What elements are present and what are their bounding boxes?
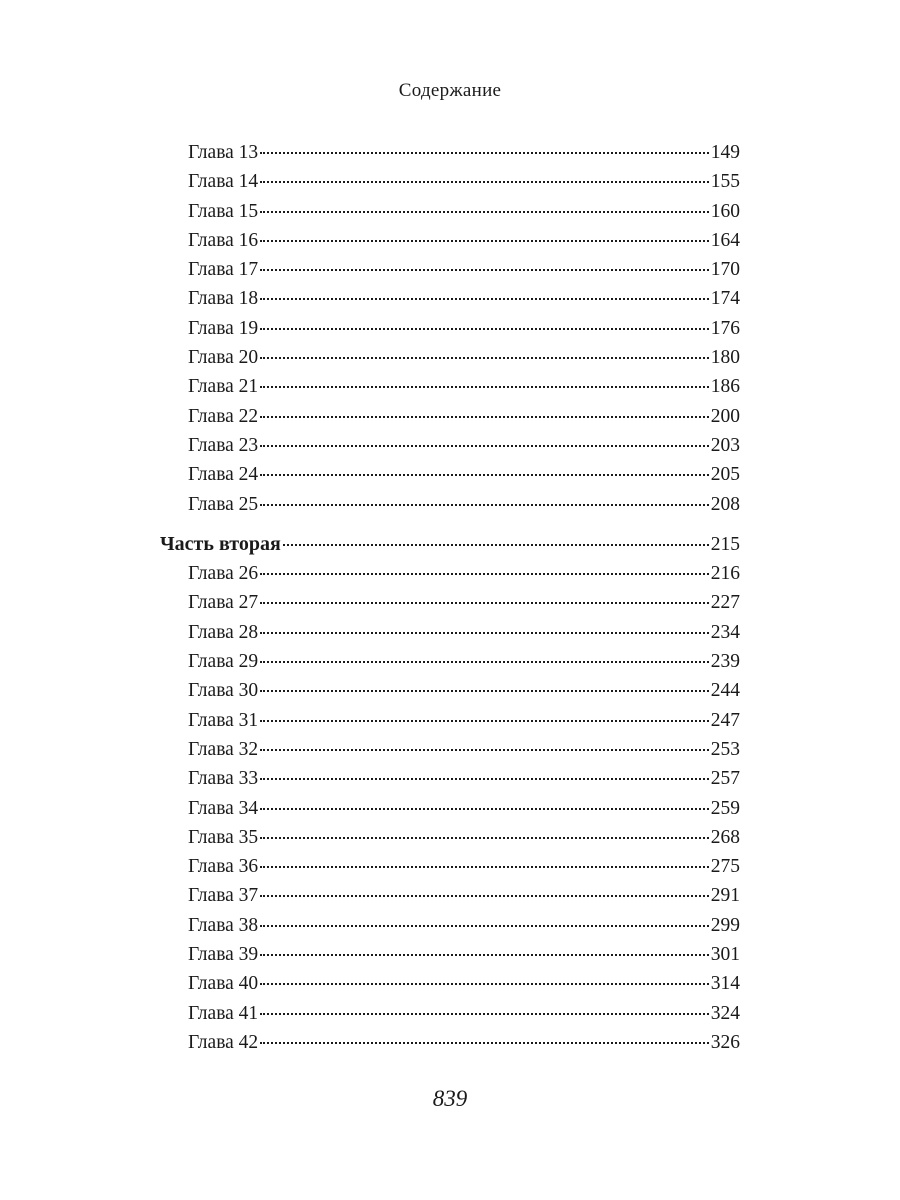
dot-leader	[260, 925, 709, 927]
toc-entry-label: Глава 17	[188, 259, 259, 281]
toc-entry-page-number: 155	[710, 171, 740, 193]
toc-entry-label: Глава 20	[188, 347, 259, 369]
toc-entry-page-number: 149	[710, 142, 740, 163]
toc-entry-page-number: 203	[710, 434, 740, 456]
toc-entry-page-number: 186	[710, 376, 740, 398]
toc-entry-label: Глава 27	[188, 592, 259, 614]
toc-entry-page-number: 247	[710, 709, 740, 731]
dot-leader	[260, 808, 709, 810]
toc-entry-page-number: 216	[710, 563, 740, 585]
toc-entry-page-number: 257	[710, 768, 740, 790]
toc-chapter-entry	[160, 969, 740, 998]
toc-chapter-entry	[160, 138, 740, 167]
toc-entry-label: Глава 35	[188, 826, 259, 848]
dot-leader	[260, 778, 709, 780]
toc-entry-page-number: 275	[710, 856, 740, 878]
toc-entry-label: Глава 40	[188, 973, 259, 995]
toc-entry-label: Глава 31	[188, 709, 259, 731]
toc-entry-page-number: 299	[710, 914, 740, 936]
toc-entry-label: Глава 32	[188, 738, 259, 760]
toc-chapter-entry	[160, 706, 740, 735]
dot-leader	[260, 720, 709, 722]
toc-entry-page-number: 215	[710, 533, 740, 555]
dot-leader	[260, 445, 709, 447]
toc-entry-label: Глава 23	[188, 434, 259, 456]
toc-chapter-entry	[160, 735, 740, 764]
toc-entry-page-number: 160	[710, 200, 740, 222]
toc-entry-label: Глава 29	[188, 651, 259, 673]
toc-chapter-entry	[160, 618, 740, 647]
toc-entry-page-number: 291	[710, 885, 740, 907]
toc-entry-label: Глава 41	[188, 1002, 259, 1024]
dot-leader	[260, 240, 709, 242]
dot-leader	[260, 749, 709, 751]
dot-leader	[260, 1013, 709, 1015]
dot-leader	[260, 298, 709, 300]
dot-leader	[260, 866, 709, 868]
toc-entry-label: Глава 25	[188, 493, 259, 515]
toc-chapter-entry	[160, 794, 740, 823]
toc-entry-page-number: 200	[710, 405, 740, 427]
toc-chapter-entry	[160, 167, 740, 196]
dot-leader	[260, 474, 709, 476]
toc-chapter-entry	[160, 881, 740, 910]
toc-part-entry	[160, 530, 740, 559]
toc-entry-page-number: 324	[710, 1002, 740, 1024]
toc-entry-label: Глава 30	[188, 680, 259, 702]
toc-chapter-entry	[160, 999, 740, 1028]
toc-entry-label: Глава 34	[188, 797, 259, 819]
toc-chapter-entry	[160, 343, 740, 372]
toc-chapter-entry	[160, 197, 740, 226]
dot-leader	[260, 837, 709, 839]
dot-leader	[260, 386, 709, 388]
dot-leader	[260, 357, 709, 359]
toc-chapter-entry	[160, 460, 740, 489]
toc-entry-page-number: 301	[710, 944, 740, 966]
toc-entry-page-number: 180	[710, 347, 740, 369]
toc-chapter-entry	[160, 284, 740, 313]
toc-entry-label: Глава 28	[188, 621, 259, 643]
toc-chapter-entry	[160, 372, 740, 401]
toc-entry-label: Глава 19	[188, 317, 259, 339]
toc-entry-page-number: 227	[710, 592, 740, 614]
toc-entry-label: Глава 37	[188, 885, 259, 907]
toc-chapter-entry	[160, 940, 740, 969]
dot-leader	[260, 983, 709, 985]
dot-leader	[260, 690, 709, 692]
toc-chapter-entry	[160, 647, 740, 676]
toc-entry-page-number: 208	[710, 493, 740, 515]
dot-leader	[260, 954, 709, 956]
dot-leader	[260, 661, 709, 663]
toc-chapter-entry	[160, 402, 740, 431]
dot-leader	[260, 416, 709, 418]
toc-entry-page-number: 234	[710, 621, 740, 643]
toc-chapter-entry	[160, 852, 740, 881]
dot-leader	[260, 181, 709, 183]
dot-leader	[260, 152, 709, 154]
toc-entry-page-number: 314	[710, 973, 740, 995]
dot-leader	[260, 328, 709, 330]
dot-leader	[260, 602, 709, 604]
toc-chapter-entry	[160, 764, 740, 793]
toc-entry-label: Глава 39	[188, 944, 259, 966]
toc-chapter-entry	[160, 588, 740, 617]
toc-entry-page-number: 268	[710, 826, 740, 848]
toc-entry-label: Глава 26	[188, 563, 259, 585]
dot-leader	[260, 211, 709, 213]
toc-entry-label: Глава 14	[188, 171, 259, 193]
toc-entry-label: Глава 24	[188, 464, 259, 486]
dot-leader	[260, 632, 709, 634]
toc-entry-page-number: 253	[710, 738, 740, 760]
table-of-contents	[160, 138, 740, 1057]
toc-entry-page-number: 176	[710, 317, 740, 339]
toc-entry-page-number: 174	[710, 288, 740, 310]
toc-entry-label: Глава 36	[188, 856, 259, 878]
dot-leader	[260, 1042, 709, 1044]
page-number: 839	[432, 1086, 468, 1111]
toc-chapter-entry	[160, 314, 740, 343]
dot-leader	[260, 269, 709, 271]
toc-entry-label: Глава 38	[188, 914, 259, 936]
toc-entry-label: Глава 21	[188, 376, 259, 398]
toc-entry-label: Глава 18	[188, 288, 259, 310]
toc-entry-page-number: 244	[710, 680, 740, 702]
toc-chapter-entry	[160, 1028, 740, 1057]
toc-entry-label: Глава 22	[188, 405, 259, 427]
running-title: Содержание	[398, 80, 502, 101]
toc-entry-label: Глава 42	[188, 1031, 259, 1053]
toc-entry-label: Глава 15	[188, 200, 259, 222]
toc-entry-page-number: 239	[710, 651, 740, 673]
toc-entry-page-number: 259	[710, 797, 740, 819]
toc-chapter-entry	[160, 431, 740, 460]
toc-entry-page-number: 164	[710, 229, 740, 251]
dot-leader	[260, 895, 709, 897]
toc-chapter-entry	[160, 255, 740, 284]
toc-chapter-entry	[160, 226, 740, 255]
toc-entry-page-number: 326	[710, 1031, 740, 1053]
toc-chapter-entry	[160, 676, 740, 705]
toc-entry-label: Глава 16	[188, 229, 259, 251]
toc-entry-label: Глава 33	[188, 768, 259, 790]
toc-chapter-entry	[160, 490, 740, 519]
dot-leader	[260, 504, 709, 506]
toc-entry-label: Часть вторая	[160, 532, 281, 555]
toc-entry-label: Глава 13	[188, 142, 259, 163]
toc-entry-page-number: 170	[710, 259, 740, 281]
toc-entry-page-number: 205	[710, 464, 740, 486]
toc-chapter-entry	[160, 911, 740, 940]
toc-chapter-entry	[160, 823, 740, 852]
dot-leader	[283, 544, 709, 546]
dot-leader	[260, 573, 709, 575]
toc-chapter-entry	[160, 559, 740, 588]
